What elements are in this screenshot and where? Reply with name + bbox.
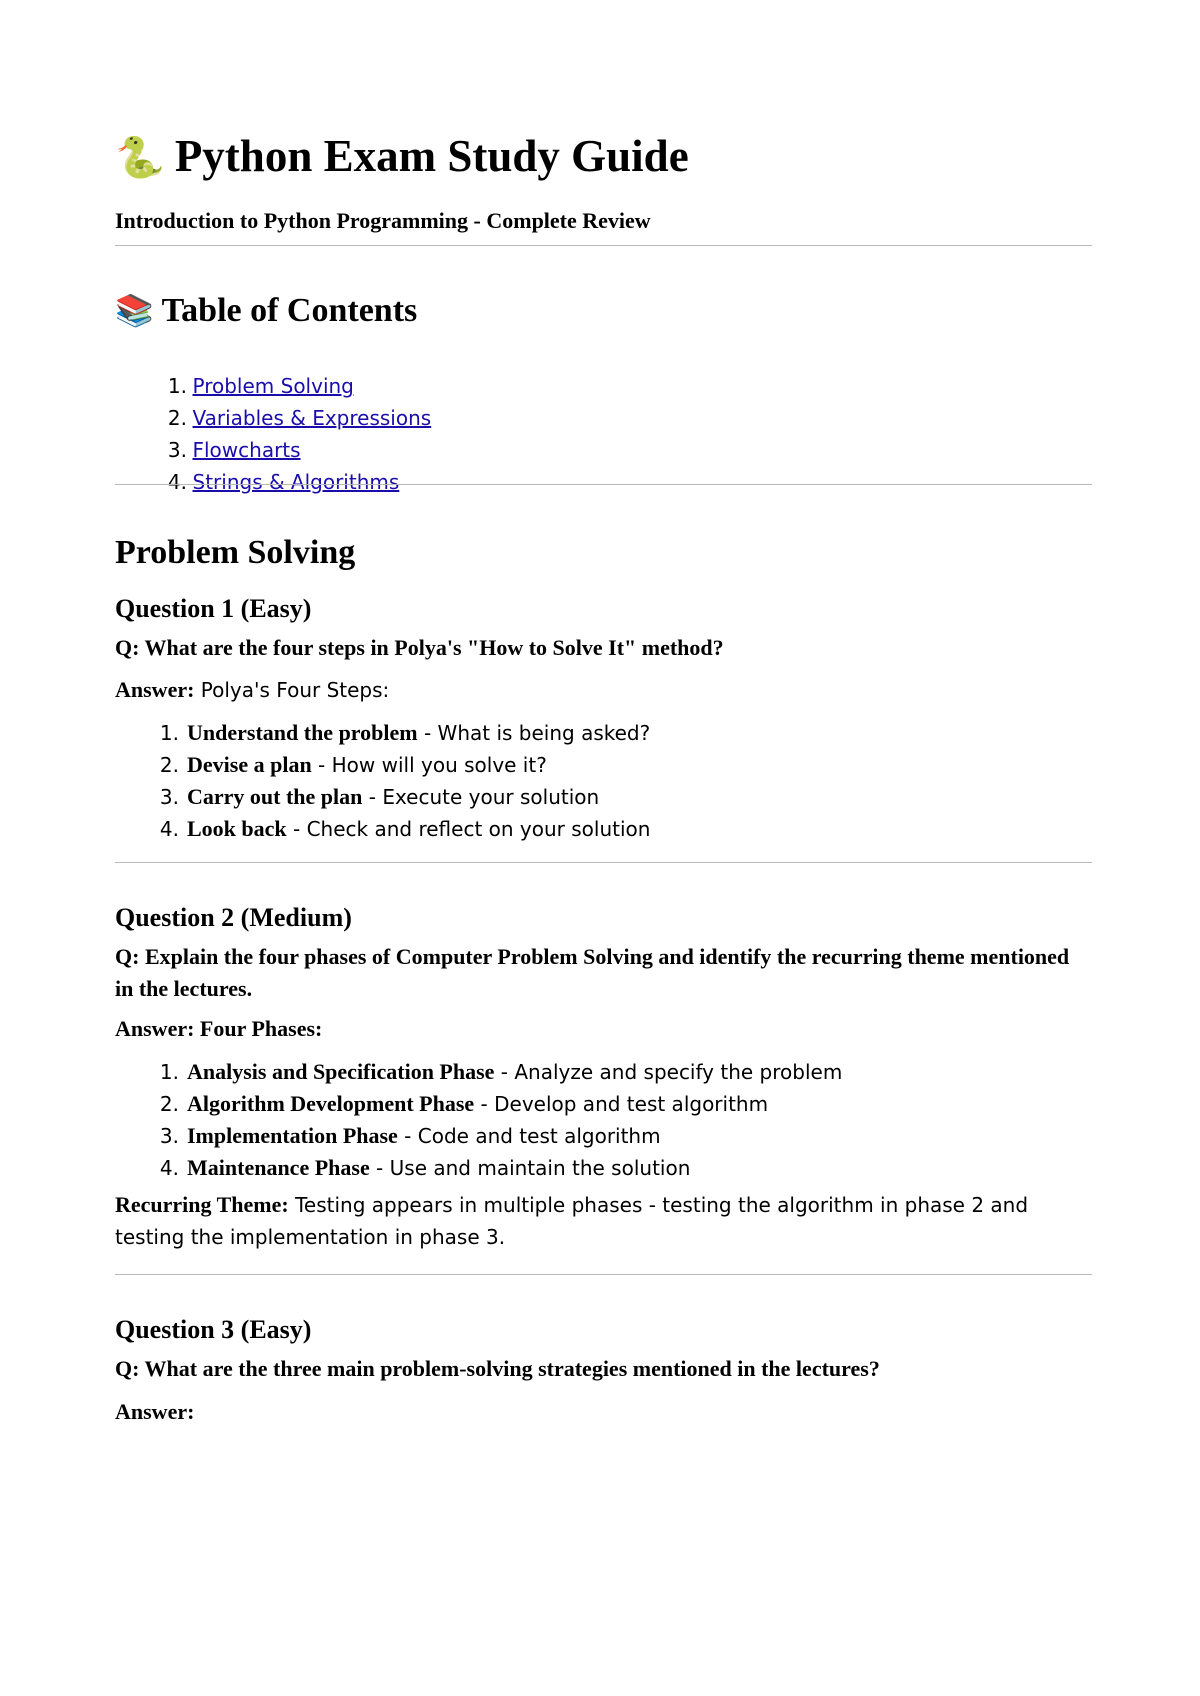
list-item-term: Implementation Phase [187, 1123, 398, 1148]
question-2-heading: Question 2 (Medium) [115, 903, 352, 932]
list-item-term: Carry out the plan [187, 784, 363, 809]
list-item-description: - Analyze and specify the problem [494, 1060, 843, 1084]
toc-item-number: 1. [167, 374, 187, 398]
page-title [115, 131, 689, 181]
list-item [115, 781, 650, 813]
question-3-text: Q: What are the three main problem-solving strategies mentioned in the lectures? [115, 1356, 880, 1381]
recurring-theme-text: Testing appears in multiple phases - testing the algorithm in phase 2 and testing the implementation in phase 3. [115, 1193, 1029, 1249]
question-3-heading: Question 3 (Easy) [115, 1315, 312, 1344]
divider [115, 245, 1092, 246]
list-item-term: Analysis and Specification Phase [187, 1059, 495, 1084]
list-item [115, 1088, 842, 1120]
list-item [115, 717, 650, 749]
list-item [115, 749, 650, 781]
list-item-number: 2. [159, 1092, 179, 1116]
divider [115, 1274, 1092, 1275]
toc-item [115, 402, 431, 434]
list-item-number: 1. [159, 1060, 179, 1084]
toc-heading [115, 294, 417, 328]
toc-link-strings-algorithms[interactable]: Strings & Algorithms [192, 470, 400, 494]
list-item-number: 4. [159, 1156, 179, 1180]
list-item-description: - What is being asked? [417, 721, 651, 745]
question-1-text: Q: What are the four steps in Polya's "How to Solve It" method? [115, 635, 724, 660]
page-title-text: Python Exam Study Guide [174, 131, 689, 181]
list-item [115, 1152, 842, 1184]
question-2-phases-list [115, 1056, 842, 1184]
recurring-theme-label: Recurring Theme: [115, 1192, 289, 1217]
list-item-description: - Execute your solution [362, 785, 600, 809]
toc-link-flowcharts[interactable]: Flowcharts [192, 438, 301, 462]
list-item [115, 1056, 842, 1088]
section-heading: Problem Solving [115, 534, 356, 571]
list-item-term: Understand the problem [187, 720, 418, 745]
list-item [115, 1120, 842, 1152]
list-item-description: - Develop and test algorithm [474, 1092, 769, 1116]
answer-label: Answer: [115, 677, 195, 702]
question-1-answer [115, 674, 1092, 706]
list-item-description: - Check and reflect on your solution [286, 817, 651, 841]
question-3-answer-label: Answer: [115, 1399, 195, 1424]
snake-icon: 🐍 [115, 135, 165, 181]
question-1-heading: Question 1 (Easy) [115, 594, 312, 623]
question-2-answer-label: Answer: Four Phases: [115, 1016, 323, 1041]
list-item-term: Algorithm Development Phase [187, 1091, 475, 1116]
answer-text: Polya's Four Steps: [194, 678, 390, 702]
toc-item-number: 2. [167, 406, 187, 430]
list-item-number: 4. [159, 817, 179, 841]
toc-heading-text: Table of Contents [161, 292, 418, 329]
list-item-term: Look back [187, 816, 287, 841]
books-icon: 📚 [115, 293, 154, 329]
toc-item [115, 466, 431, 498]
list-item-number: 3. [159, 785, 179, 809]
recurring-theme [115, 1189, 1092, 1253]
toc-item-number: 4. [167, 470, 187, 494]
list-item-description: - Use and maintain the solution [369, 1156, 691, 1180]
toc-item-number: 3. [167, 438, 187, 462]
list-item-description: - How will you solve it? [311, 753, 547, 777]
list-item-number: 1. [159, 721, 179, 745]
list-item [115, 813, 650, 845]
toc-link-problem-solving[interactable]: Problem Solving [192, 374, 354, 398]
divider [115, 484, 1092, 485]
question-1-steps-list [115, 717, 650, 845]
list-item-term: Devise a plan [187, 752, 312, 777]
list-item-number: 3. [159, 1124, 179, 1148]
toc-list [115, 370, 431, 498]
list-item-number: 2. [159, 753, 179, 777]
list-item-description: - Code and test algorithm [397, 1124, 661, 1148]
toc-link-variables-expressions[interactable]: Variables & Expressions [192, 406, 432, 430]
page-subtitle: Introduction to Python Programming - Complete Review [115, 208, 651, 233]
list-item-term: Maintenance Phase [187, 1155, 370, 1180]
divider [115, 862, 1092, 863]
toc-item [115, 434, 431, 466]
question-2-text: Q: Explain the four phases of Computer Problem Solving and identify the recurring theme mentioned in the lectures. [115, 944, 1070, 1001]
toc-item [115, 370, 431, 402]
